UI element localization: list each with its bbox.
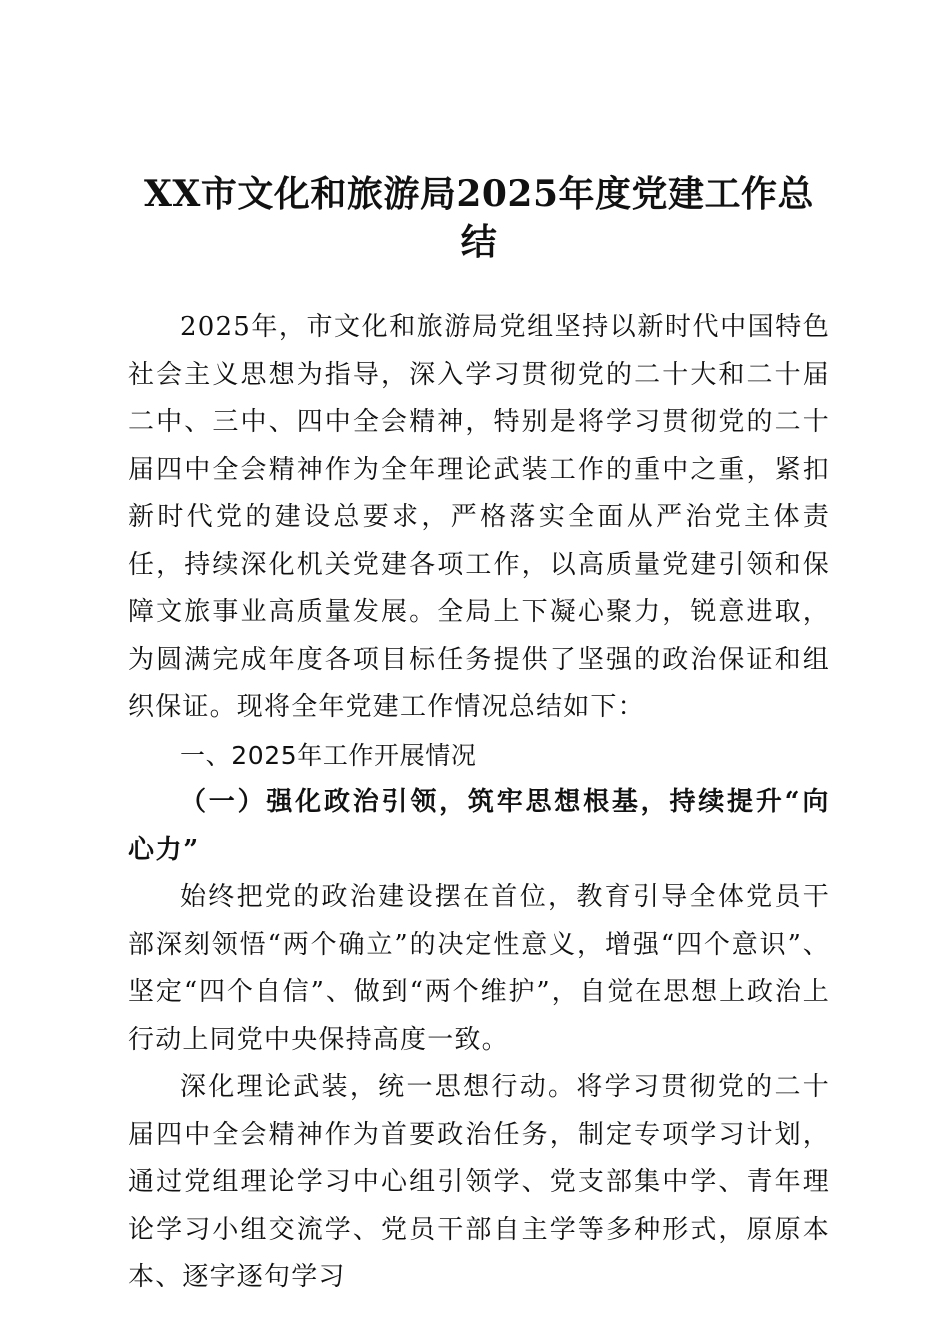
section-heading-work-progress: 一、2025年工作开展情况	[180, 740, 477, 770]
body-paragraph-theory-study: 深化理论武装，统一思想行动。将学习贯彻党的二十届四中全会精神作为首要政治任务，制定专项学习计划，通过党组理论学习中心组引领学、党支部集中学、青年理论学习小组交流学、党员干部自主学等多种形式，原原本本、逐字逐句学习	[128, 1072, 830, 1292]
intro-paragraph: 2025年，市文化和旅游局党组坚持以新时代中国特色社会主义思想为指导，深入学习贯彻党的二十大和二十届二中、三中、四中全会精神，特别是将学习贯彻党的二十届四中全会精神作为全年理论武装工作的重中之重，紧扣新时代党的建设总要求，严格落实全面从严治党主体责任，持续深化机关党建各项工作，以高质量党建引领和保障文旅事业高质量发展。全局上下凝心聚力，锐意进取，为圆满完成年度各项目标任务提供了坚强的政治保证和组织保证。现将全年党建工作情况总结如下：	[128, 312, 830, 722]
document-title: XX市文化和旅游局2025年度党建工作总结	[143, 173, 815, 263]
body-paragraph-political-construction: 始终把党的政治建设摆在首位，教育引导全体党员干部深刻领悟“两个确立”的决定性意义，增强“四个意识”、坚定“四个自信”、做到“两个维护”，自觉在思想上政治上行动上同党中央保持高度一致。	[128, 882, 830, 1055]
subsection-heading-political-guidance: （一）强化政治引领，筑牢思想根基，持续提升“向心力”	[128, 787, 830, 865]
document-body	[128, 170, 830, 1302]
